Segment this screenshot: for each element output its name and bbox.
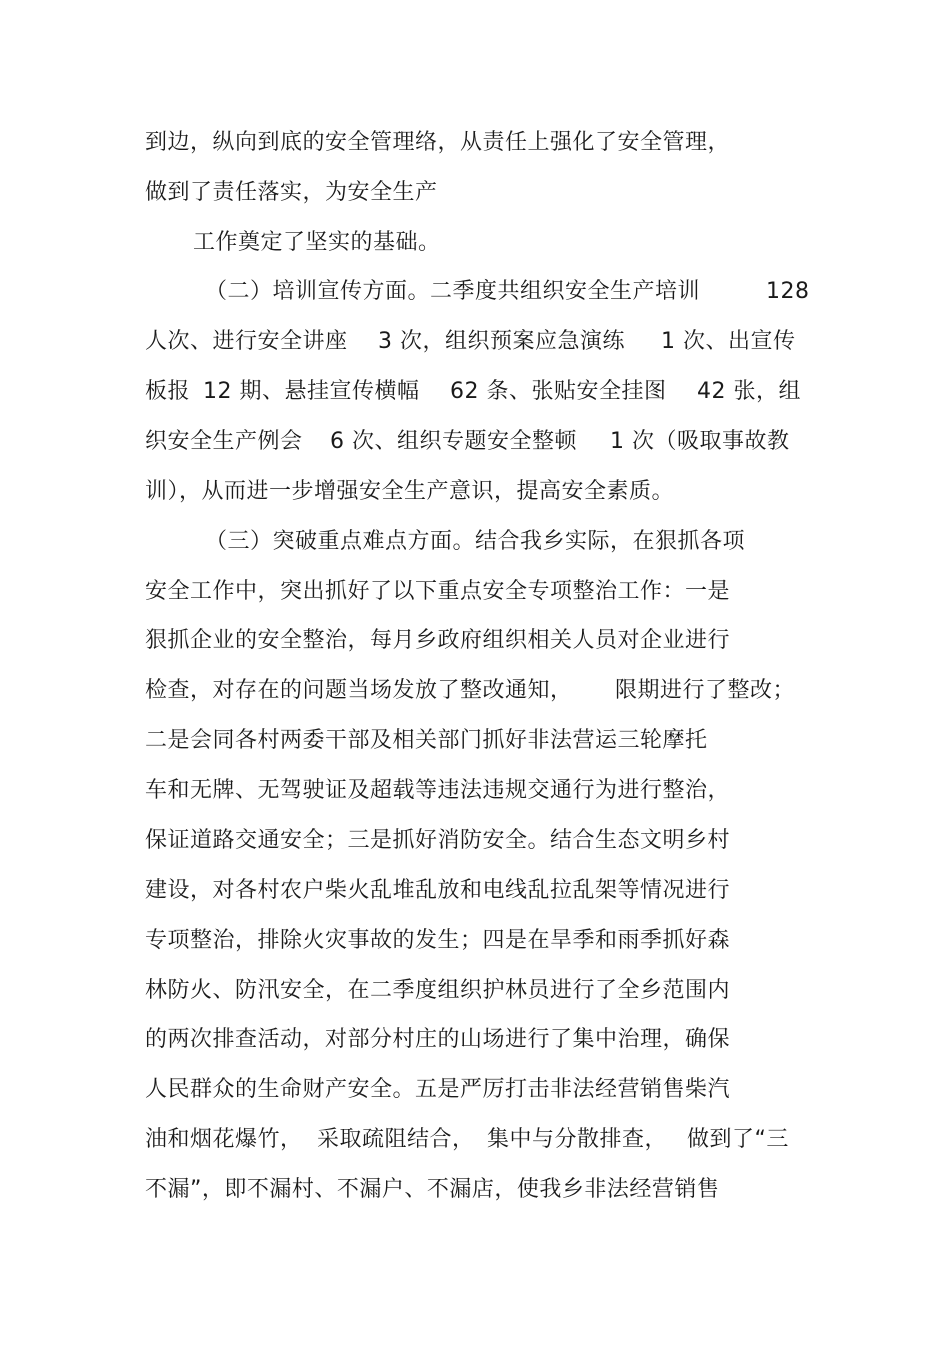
text-line-16: 建设，对各村农户柴火乱堆乱放和电线乱拉乱架等情况进行: [145, 878, 731, 903]
text-line-10: 安全工作中，突出抓好了以下重点安全专项整治工作：一是: [145, 579, 731, 604]
text-line-5c: 1 次、出宣传: [661, 329, 796, 354]
text-line-21d: 做到了“三: [687, 1127, 789, 1152]
text-line-6a: 板报: [145, 379, 191, 404]
text-line-5a: 人次、进行安全讲座: [145, 329, 348, 354]
text-line-9: （三）突破重点难点方面。结合我乡实际，在狠抓各项: [205, 529, 746, 554]
text-line-6b: 12 期、悬挂宣传横幅: [203, 379, 420, 404]
text-line-20: 人民群众的生命财产安全。五是严厉打击非法经营销售柴汽: [145, 1077, 731, 1102]
text-line-12b: 限期进行了整改；: [615, 678, 796, 703]
text-line-21a: 油和烟花爆竹，: [145, 1127, 303, 1152]
text-line-17: 专项整治，排除火灾事故的发生；四是在旱季和雨季抓好森: [145, 928, 731, 953]
text-line-4a: （二）培训宣传方面。二季度共组织安全生产培训: [205, 279, 701, 304]
text-line-6d: 42 张，组: [697, 379, 801, 404]
text-line-7c: 1 次（吸取事故教: [610, 429, 790, 454]
text-line-8: 训），从而进一步增强安全生产意识，提高安全素质。: [145, 479, 675, 504]
text-line-13: 二是会同各村两委干部及相关部门抓好非法营运三轮摩托: [145, 728, 708, 753]
text-line-21b: 采取疏阻结合，: [317, 1127, 475, 1152]
text-line-2: 做到了责任落实，为安全生产: [145, 180, 438, 205]
text-line-5b: 3 次，组织预案应急演练: [378, 329, 625, 354]
text-line-11: 狠抓企业的安全整治，每月乡政府组织相关人员对企业进行: [145, 628, 731, 653]
text-line-19: 的两次排查活动，对部分村庄的山场进行了集中治理，确保: [145, 1027, 731, 1052]
text-line-14: 车和无牌、无驾驶证及超载等违法违规交通行为进行整治，: [145, 778, 731, 803]
text-line-4b: 128: [766, 279, 810, 304]
text-line-18: 林防火、防汛安全，在二季度组织护林员进行了全乡范围内: [145, 978, 731, 1003]
text-line-7b: 6 次、组织专题安全整顿: [330, 429, 577, 454]
text-line-21c: 集中与分散排查，: [487, 1127, 668, 1152]
text-line-3: 工作奠定了坚实的基础。: [193, 230, 441, 255]
text-line-7a: 织安全生产例会: [145, 429, 303, 454]
text-line-1: 到边，纵向到底的安全管理络，从责任上强化了安全管理，: [145, 130, 731, 155]
text-line-22: 不漏”，即不漏村、不漏户、不漏店，使我乡非法经营销售: [145, 1177, 720, 1202]
text-line-12a: 检查，对存在的问题当场发放了整改通知，: [145, 678, 573, 703]
text-line-6c: 62 条、张贴安全挂图: [450, 379, 667, 404]
text-line-15: 保证道路交通安全；三是抓好消防安全。结合生态文明乡村: [145, 828, 731, 853]
